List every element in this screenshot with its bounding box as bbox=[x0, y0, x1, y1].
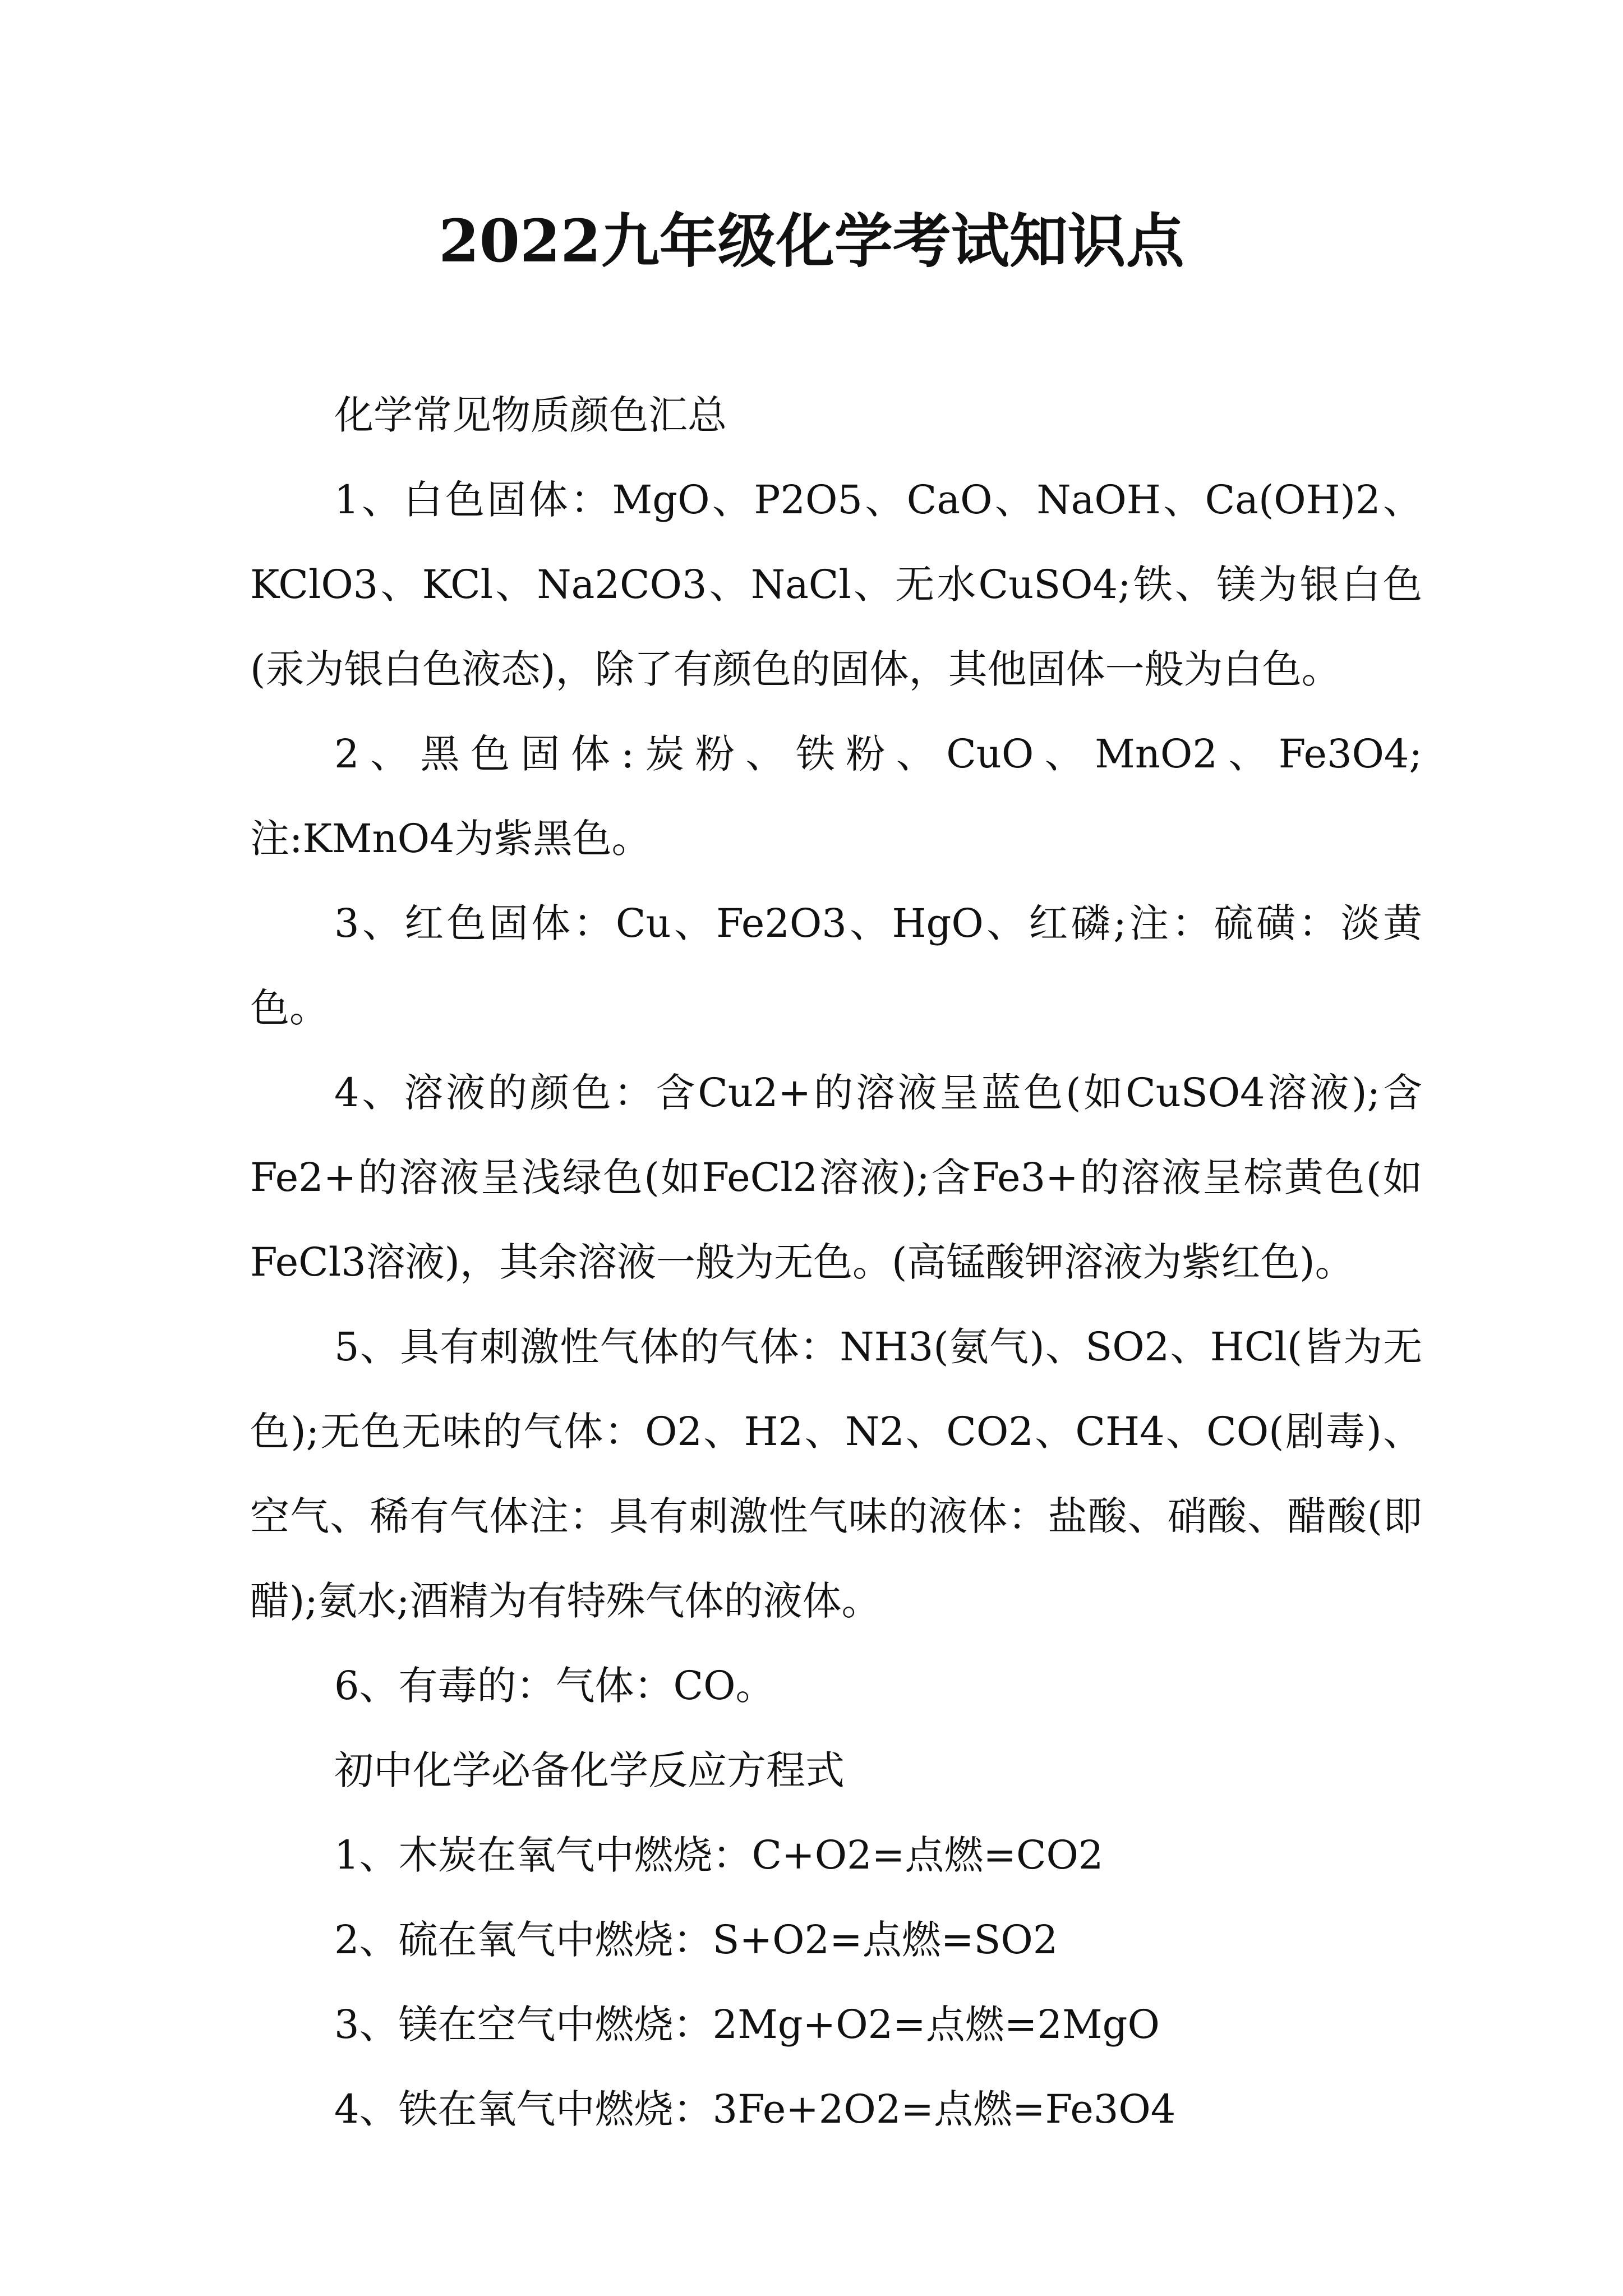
section-heading-equations: 初中化学必备化学反应方程式 bbox=[334, 1747, 845, 1793]
paragraph-black-solids: 2、黑色固体:炭粉、铁粉、CuO、MnO2、Fe3O4;注:KMnO4为紫黑色。 bbox=[250, 731, 1422, 862]
equation-iron-combustion: 4、铁在氧气中燃烧：3Fe+2O2=点燃=Fe3O4 bbox=[334, 2086, 1176, 2132]
paragraph-red-solids: 3、红色固体：Cu、Fe2O3、HgO、红磷;注：硫磺：淡黄色。 bbox=[250, 900, 1422, 1031]
equation-sulfur-combustion: 2、硫在氧气中燃烧：S+O2=点燃=SO2 bbox=[334, 1917, 1058, 1963]
equation-carbon-combustion: 1、木炭在氧气中燃烧：C+O2=点燃=CO2 bbox=[334, 1832, 1104, 1878]
equation-magnesium-combustion: 3、镁在空气中燃烧：2Mg+O2=点燃=2MgO bbox=[334, 2001, 1160, 2047]
section-heading-colors: 化学常见物质颜色汇总 bbox=[334, 392, 727, 438]
paragraph-irritating-gases: 5、具有刺激性气体的气体：NH3(氨气)、SO2、HCl(皆为无色);无色无味的气体：O2、H2、N2、CO2、CH4、CO(剧毒)、空气、稀有气体注：具有刺激性气味的液体：盐酸、硝酸、醋酸(即醋);氨水;酒精为有特殊气体的液体。 bbox=[250, 1324, 1422, 1624]
paragraph-solution-colors: 4、溶液的颜色：含Cu2+的溶液呈蓝色(如CuSO4溶液);含Fe2+的溶液呈浅绿色(如FeCl2溶液);含Fe3+的溶液呈棕黄色(如FeCl3溶液)，其余溶液一般为无色。(高锰酸钾溶液为紫红色)。 bbox=[250, 1070, 1422, 1285]
document-body bbox=[250, 373, 1422, 2152]
paragraph-toxic-substances: 6、有毒的：气体：CO。 bbox=[334, 1663, 775, 1709]
document-title: 2022九年级化学考试知识点 bbox=[439, 206, 1184, 275]
paragraph-white-solids: 1、白色固体：MgO、P2O5、CaO、NaOH、Ca(OH)2、KClO3、KCl、Na2CO3、NaCl、无水CuSO4;铁、镁为银白色(汞为银白色液态)，除了有颜色的固体，其他固体一般为白色。 bbox=[250, 477, 1422, 692]
